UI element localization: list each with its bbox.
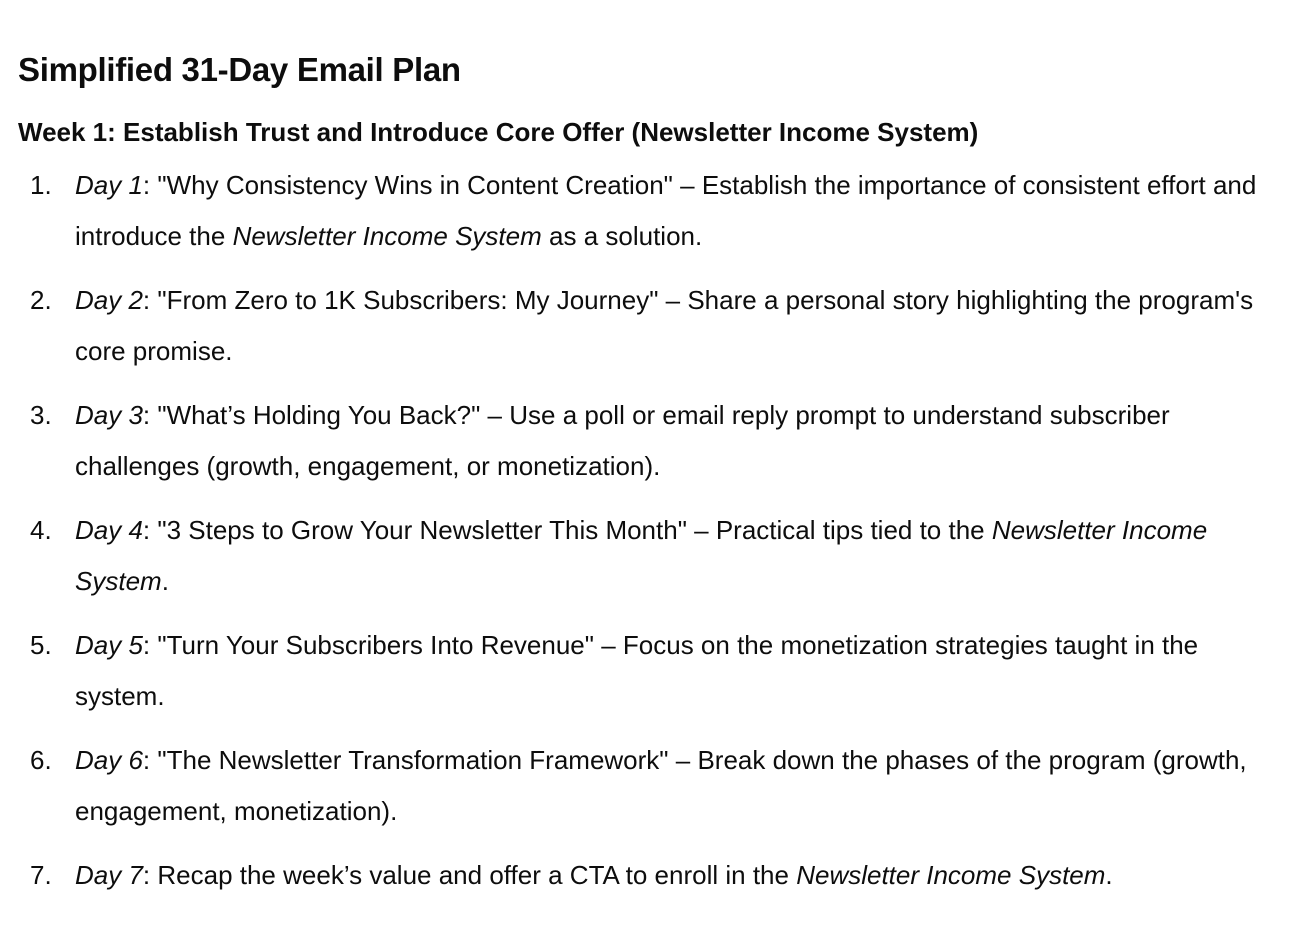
list-item-text: : "The Newsletter Transformation Framework" – Break down the phases of the program (growth, engagement, monetization). [75,745,1247,826]
program-name: Newsletter Income System [232,220,542,251]
program-name: Newsletter Income System [75,515,1208,596]
list-item-text: : "3 Steps to Grow Your Newsletter This Month" – Practical tips tied to the [142,515,992,545]
list-item-text: : "Turn Your Subscribers Into Revenue" – Focus on the monetization strategies taught in the system. [75,630,1199,711]
list-item [18,275,1294,376]
week-1-email-list [18,160,1294,901]
list-item [18,505,1294,606]
list-item [18,735,1294,836]
list-item-number: 1. [30,170,52,200]
list-item-text: . [1105,860,1113,890]
list-item-number: 6. [30,745,52,775]
list-item [18,620,1294,721]
day-label: Day 3 [75,400,143,430]
list-item-number: 4. [30,515,52,545]
list-item-number: 3. [30,400,52,430]
list-item-number: 2. [30,285,52,315]
program-name: Newsletter Income System [796,860,1106,890]
list-item-text: as a solution. [541,220,703,251]
day-label: Day 5 [75,630,143,660]
day-label: Day 2 [75,285,143,315]
list-item-text: : Recap the week’s value and offer a CTA to enroll in the [142,860,797,890]
day-label: Day 4 [75,515,143,545]
day-label: Day 7 [75,860,143,890]
list-item-text: . [161,565,169,596]
list-item [18,160,1294,261]
list-item-number: 5. [30,630,52,660]
week-1-heading: Week 1: Establish Trust and Introduce Core Offer (Newsletter Income System) [18,117,979,147]
list-item-text: : "Why Consistency Wins in Content Creation" – Establish the importance of consistent effort and introduce the [75,170,1257,251]
list-item-text: : "What’s Holding You Back?" – Use a poll or email reply prompt to understand subscriber challenges (growth, engagement, or monetization). [75,400,1170,481]
list-item [18,390,1294,491]
list-item-number: 7. [30,860,52,890]
list-item-text: : "From Zero to 1K Subscribers: My Journey" – Share a personal story highlighting the program's core promise. [75,285,1254,366]
day-label: Day 6 [75,745,143,775]
page-title: Simplified 31-Day Email Plan [18,51,461,88]
list-item [18,850,1294,901]
day-label: Day 1 [75,170,143,200]
